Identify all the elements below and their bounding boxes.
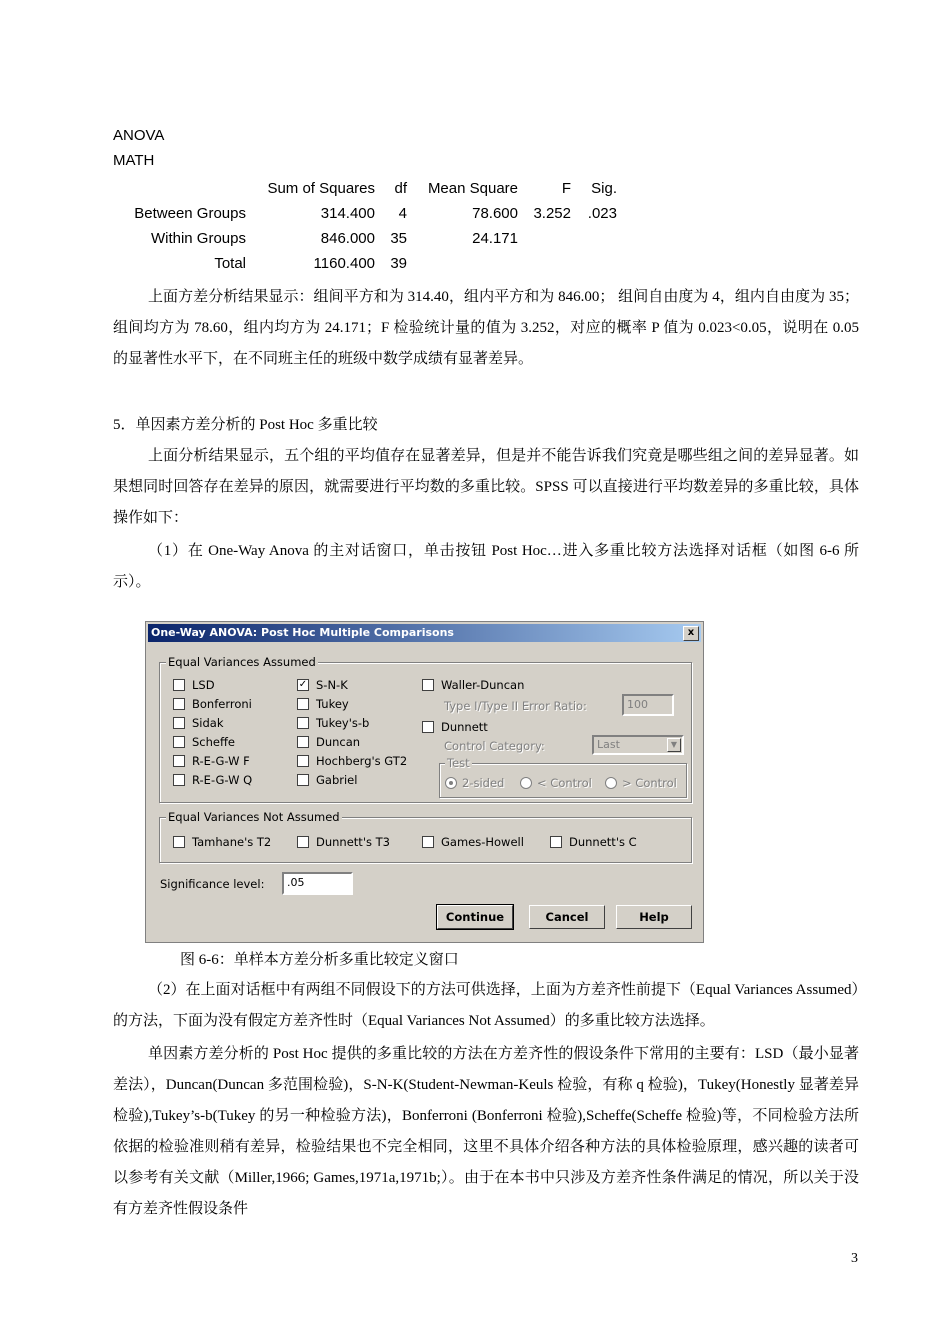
checkbox-box[interactable] <box>422 836 434 848</box>
paragraph-step-2: （2）在上面对话框中有两组不同假设下的方法可供选择，上面为方差齐性前提下（Equal Variances Assumed）的方法，下面为没有假定方差齐性时（Equal Variances Not Assumed）的多重比较方法选择。 <box>113 982 859 1029</box>
table-cell: 3.252 <box>533 205 571 222</box>
checkbox-label: Bonferroni <box>192 697 252 711</box>
table-cell: .023 <box>587 205 617 222</box>
less-control-radio[interactable] <box>520 776 592 790</box>
table-cell <box>407 251 518 276</box>
table-cell: 846.000 <box>320 230 375 247</box>
regwq-checkbox[interactable] <box>173 773 252 787</box>
chevron-down-icon[interactable]: ▼ <box>667 738 681 752</box>
table-cell <box>518 251 571 276</box>
dialog-title: One-Way ANOVA: Post Hoc Multiple Comparisons <box>151 626 454 639</box>
table-header-cell: Sum of Squares <box>267 180 375 197</box>
tukey-checkbox[interactable] <box>297 697 349 711</box>
control-category-select[interactable] <box>592 735 684 755</box>
section-heading: 5．单因素方差分析的 Post Hoc 多重比较 <box>113 417 378 433</box>
continue-button[interactable]: Continue <box>437 905 513 929</box>
table-cell <box>571 251 617 276</box>
checkbox-box[interactable] <box>297 836 309 848</box>
checkbox-label: Tukey <box>316 697 349 711</box>
table-cell: Total <box>214 255 246 272</box>
radio-label: > Control <box>622 776 677 790</box>
checkbox-box[interactable] <box>173 774 185 786</box>
equal-variances-title: Equal Variances Assumed <box>168 655 316 669</box>
anova-subtitle: MATH <box>113 152 155 169</box>
checkbox-label: Scheffe <box>192 735 235 749</box>
radio-icon[interactable] <box>445 777 457 789</box>
table-cell: 314.400 <box>320 205 375 222</box>
paragraph-post-hoc-intro: 上面分析结果显示，五个组的平均值存在显著差异，但是并不能告诉我们究竟是哪些组之间的差异显著。如果想同时回答存在差异的原因，就需要进行平均数的多重比较。SPSS 可以直接进行平均数差异的多重比较，具体操作如下： <box>113 448 859 526</box>
table-row <box>113 226 617 251</box>
table-cell: 4 <box>398 205 407 222</box>
checkbox-label: Waller-Duncan <box>441 678 525 692</box>
close-icon[interactable]: x <box>683 626 699 641</box>
check-icon[interactable]: ✓ <box>298 679 308 690</box>
control-category-value: Last <box>597 738 620 751</box>
checkbox-box[interactable] <box>297 774 309 786</box>
sidak-checkbox[interactable] <box>173 716 224 730</box>
help-button[interactable]: Help <box>616 905 692 929</box>
checkbox-box[interactable] <box>550 836 562 848</box>
table-cell <box>571 226 617 251</box>
checkbox-box[interactable] <box>297 736 309 748</box>
radio-icon[interactable] <box>605 777 617 789</box>
figure-caption: 图 6-6：单样本方差分析多重比较定义窗口 <box>180 952 459 968</box>
anova-table <box>113 176 617 276</box>
hochberg-checkbox[interactable] <box>297 754 407 768</box>
checkbox-box[interactable] <box>422 679 434 691</box>
checkbox-label: Gabriel <box>316 773 358 787</box>
table-cell: Between Groups <box>134 205 246 222</box>
tamhane-checkbox[interactable] <box>173 835 271 849</box>
checkbox-box[interactable] <box>173 736 185 748</box>
significance-input[interactable]: .05 <box>282 872 353 895</box>
table-header-cell: F <box>561 180 571 197</box>
checkbox-box[interactable] <box>297 717 309 729</box>
checkbox-box[interactable] <box>297 755 309 767</box>
lsd-checkbox[interactable] <box>173 678 215 692</box>
checkbox-label: Duncan <box>316 735 361 749</box>
table-header-cell: df <box>394 180 407 197</box>
dunnett-checkbox[interactable] <box>422 720 488 734</box>
dunnett-t3-checkbox[interactable] <box>297 835 390 849</box>
checkbox-label: Dunnett's T3 <box>316 835 390 849</box>
checkbox-label: R-E-G-W F <box>192 754 250 768</box>
significance-label: Significance level: <box>160 877 265 891</box>
table-header-cell <box>113 176 259 201</box>
checkbox-label: Tukey's-b <box>316 716 370 730</box>
cancel-button[interactable]: Cancel <box>529 905 605 929</box>
two-sided-radio[interactable] <box>445 776 504 790</box>
table-row <box>113 201 617 226</box>
tukeys-b-checkbox[interactable] <box>297 716 369 730</box>
paragraph-anova-result: 上面方差分析结果显示：组间平方和为 314.40，组内平方和为 846.00； 组间自由度为 4，组内自由度为 35； 组间均方为 78.60，组内均方为 24.171；F 检验统计量的值为 3.252，对应的概率 P 值为 0.023<0.05，说明在 0.05 的显著性水平下，在不同班主任的班级中数学成绩有显著差异。 <box>113 289 859 367</box>
checkbox-label: S-N-K <box>316 678 348 692</box>
snk-checkbox[interactable] <box>297 678 348 692</box>
paragraph-step-1: （1）在 One-Way Anova 的主对话窗口，单击按钮 Post Hoc…进入多重比较方法选择对话框（如图 6-6 所示）。 <box>113 543 859 590</box>
checkbox-label: R-E-G-W Q <box>192 773 253 787</box>
table-row <box>113 251 617 276</box>
page-number: 3 <box>851 1251 858 1266</box>
checkbox-box[interactable] <box>173 717 185 729</box>
control-category-label: Control Category: <box>444 739 545 753</box>
regwf-checkbox[interactable] <box>173 754 250 768</box>
table-cell: 78.600 <box>472 205 518 222</box>
checkbox-label: Dunnett <box>441 720 488 734</box>
test-group-title: Test <box>447 756 470 770</box>
table-cell <box>518 226 571 251</box>
checkbox-label: Dunnett's C <box>569 835 637 849</box>
radio-icon[interactable] <box>520 777 532 789</box>
waller-duncan-checkbox[interactable] <box>422 678 524 692</box>
table-cell: 1160.400 <box>313 255 375 272</box>
post-hoc-dialog <box>145 621 704 943</box>
dialog-titlebar <box>148 624 701 642</box>
checkbox-label: Games-Howell <box>441 835 524 849</box>
table-cell: 24.171 <box>472 230 518 247</box>
error-ratio-label: Type I/Type II Error Ratio: <box>444 699 587 713</box>
scheffe-checkbox[interactable] <box>173 735 235 749</box>
checkbox-box[interactable] <box>173 836 185 848</box>
checkbox-box[interactable] <box>297 698 309 710</box>
paragraph-methods: 单因素方差分析的 Post Hoc 提供的多重比较的方法在方差齐性的假设条件下常用的主要有：LSD（最小显著差法），Duncan(Duncan 多范围检验)，S-N-K(Student-Newman-Keuls 检验，有称 q 检验)，Tukey(Honestly 显著差异检验),Tukey’s-b(Tukey 的另一种检验方法)，Bonferroni (Bonferroni 检验),Scheffe(Scheffe 检验)等，不同检验方法所依据的检验准则稍有差异，检验结果也不完全相同，这里不具体介绍各种方法的具体检验原理，感兴趣的读者可以参考有关文献（Miller,1966; Games,1971a,1971b;）。由于在本书中只涉及方差齐性条件满足的情况，所以关于没有方差齐性假设条件 <box>113 1046 859 1217</box>
checkbox-label: LSD <box>192 678 215 692</box>
error-ratio-input[interactable]: 100 <box>622 694 674 716</box>
checkbox-label: Sidak <box>192 716 224 730</box>
bonferroni-checkbox[interactable] <box>173 697 252 711</box>
checkbox-label: Hochberg's GT2 <box>316 754 408 768</box>
greater-control-radio[interactable] <box>605 776 677 790</box>
anova-title: ANOVA <box>113 127 165 144</box>
gabriel-checkbox[interactable] <box>297 773 357 787</box>
unequal-variances-title: Equal Variances Not Assumed <box>168 810 340 824</box>
table-cell: Within Groups <box>150 230 246 247</box>
table-header-cell: Sig. <box>591 180 617 197</box>
dunnett-c-checkbox[interactable] <box>550 835 637 849</box>
duncan-checkbox[interactable] <box>297 735 360 749</box>
checkbox-box[interactable] <box>173 698 185 710</box>
checkbox-box[interactable] <box>422 721 434 733</box>
games-howell-checkbox[interactable] <box>422 835 524 849</box>
checkbox-label: Tamhane's T2 <box>192 835 272 849</box>
radio-label: 2-sided <box>462 776 505 790</box>
radio-label: < Control <box>537 776 592 790</box>
table-cell: 39 <box>390 255 407 272</box>
table-header-cell: Mean Square <box>427 180 518 197</box>
table-cell: 35 <box>390 230 407 247</box>
checkbox-box[interactable] <box>173 755 185 767</box>
checkbox-box[interactable] <box>173 679 185 691</box>
table-header-row <box>113 176 617 201</box>
